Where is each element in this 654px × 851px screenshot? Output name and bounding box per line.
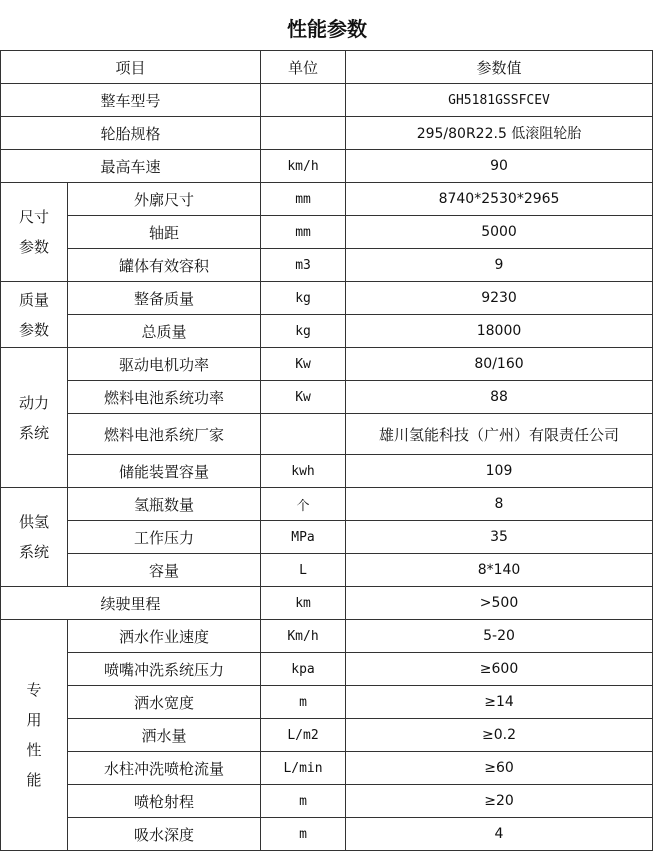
table-row (1, 348, 653, 381)
row-unit: L/min (261, 752, 346, 785)
row-unit: kwh (261, 455, 346, 488)
row-label: 燃料电池系统功率 (68, 381, 261, 414)
row-unit: m (261, 818, 346, 851)
group-label-line: 参数 (18, 238, 49, 256)
table-row (1, 752, 653, 785)
row-unit: kpa (261, 653, 346, 686)
group-label-line: 专 (26, 681, 42, 699)
row-value: 80/160 (346, 348, 653, 381)
group-label-line: 性 (26, 741, 42, 759)
row-label: 洒水量 (68, 719, 261, 752)
row-value: 4 (346, 818, 653, 851)
group-label-line: 质量 (18, 290, 49, 309)
row-value: 295/80R22.5 低滚阻轮胎 (346, 117, 653, 150)
group-label-line: 供氢 (18, 513, 49, 531)
row-label: 轮胎规格 (1, 117, 261, 150)
group-label-mass (1, 282, 68, 348)
row-label: 罐体有效容积 (68, 249, 261, 282)
table-row (1, 150, 653, 183)
row-value: 雄川氢能科技（广州）有限责任公司 (346, 414, 653, 455)
table-row (1, 719, 653, 752)
row-value: GH5181GSSFCEV (346, 84, 653, 117)
row-unit (261, 414, 346, 455)
group-label-line: 系统 (18, 543, 49, 561)
row-unit: kg (261, 282, 346, 315)
table-row (1, 620, 653, 653)
row-label: 轴距 (68, 216, 261, 249)
group-label-line: 系统 (18, 423, 49, 442)
row-value: ≥600 (346, 653, 653, 686)
row-label: 吸水深度 (68, 818, 261, 851)
row-label: 容量 (68, 554, 261, 587)
row-unit: MPa (261, 521, 346, 554)
table-row (1, 117, 653, 150)
row-unit: L/m2 (261, 719, 346, 752)
row-value: 9230 (346, 282, 653, 315)
row-label: 储能装置容量 (68, 455, 261, 488)
row-value: ≥20 (346, 785, 653, 818)
header-value: 参数值 (346, 51, 653, 84)
row-label: 驱动电机功率 (68, 348, 261, 381)
row-unit: m (261, 785, 346, 818)
row-unit: m (261, 686, 346, 719)
table-row (1, 653, 653, 686)
table-row (1, 84, 653, 117)
group-label-special (1, 620, 68, 851)
row-unit: mm (261, 216, 346, 249)
table-row (1, 554, 653, 587)
row-unit: Kw (261, 348, 346, 381)
row-value: ≥60 (346, 752, 653, 785)
row-label: 洒水作业速度 (68, 620, 261, 653)
table-row (1, 282, 653, 315)
row-value: 5000 (346, 216, 653, 249)
row-label: 总质量 (68, 315, 261, 348)
row-unit: km (261, 587, 346, 620)
row-value: ≥14 (346, 686, 653, 719)
row-value: 90 (346, 150, 653, 183)
table-row (1, 216, 653, 249)
spec-table (0, 50, 653, 851)
table-row (1, 249, 653, 282)
row-unit: km/h (261, 150, 346, 183)
group-label-hydrogen (1, 488, 68, 587)
table-row (1, 315, 653, 348)
group-label-line: 动力 (18, 393, 49, 412)
row-label: 喷嘴冲洗系统压力 (68, 653, 261, 686)
row-unit: Km/h (261, 620, 346, 653)
table-row (1, 686, 653, 719)
row-unit: mm (261, 183, 346, 216)
row-label: 整车型号 (1, 84, 261, 117)
table-header-row (1, 51, 653, 84)
table-row (1, 414, 653, 455)
row-unit: kg (261, 315, 346, 348)
row-label: 续驶里程 (1, 587, 261, 620)
row-label: 喷枪射程 (68, 785, 261, 818)
row-value: 8*140 (346, 554, 653, 587)
table-row (1, 455, 653, 488)
row-label: 洒水宽度 (68, 686, 261, 719)
table-row (1, 521, 653, 554)
row-value: 9 (346, 249, 653, 282)
group-label-power (1, 348, 68, 488)
table-row (1, 785, 653, 818)
row-unit: Kw (261, 381, 346, 414)
row-value: 35 (346, 521, 653, 554)
group-label-line: 能 (26, 771, 42, 789)
row-unit: L (261, 554, 346, 587)
row-value: >500 (346, 587, 653, 620)
group-label-line: 用 (26, 711, 42, 729)
row-value: 109 (346, 455, 653, 488)
table-row (1, 183, 653, 216)
table-row (1, 818, 653, 851)
row-label: 燃料电池系统厂家 (68, 414, 261, 455)
row-label: 外廓尺寸 (68, 183, 261, 216)
row-value: 8 (346, 488, 653, 521)
group-label-line: 尺寸 (18, 208, 49, 226)
row-value: 5-20 (346, 620, 653, 653)
header-unit: 单位 (261, 51, 346, 84)
row-unit (261, 84, 346, 117)
header-item: 项目 (1, 51, 261, 84)
row-value: ≥0.2 (346, 719, 653, 752)
row-label: 工作压力 (68, 521, 261, 554)
row-value: 8740*2530*2965 (346, 183, 653, 216)
row-label: 最高车速 (1, 150, 261, 183)
row-unit: m3 (261, 249, 346, 282)
group-label-size (1, 183, 68, 282)
row-label: 氢瓶数量 (68, 488, 261, 521)
row-value: 18000 (346, 315, 653, 348)
table-row (1, 587, 653, 620)
row-label: 水柱冲洗喷枪流量 (68, 752, 261, 785)
row-label: 整备质量 (68, 282, 261, 315)
group-label-line: 参数 (18, 320, 49, 339)
row-unit: 个 (261, 488, 346, 521)
row-value: 88 (346, 381, 653, 414)
table-row (1, 381, 653, 414)
row-unit (261, 117, 346, 150)
page-title: 性能参数 (287, 17, 367, 41)
table-row (1, 488, 653, 521)
